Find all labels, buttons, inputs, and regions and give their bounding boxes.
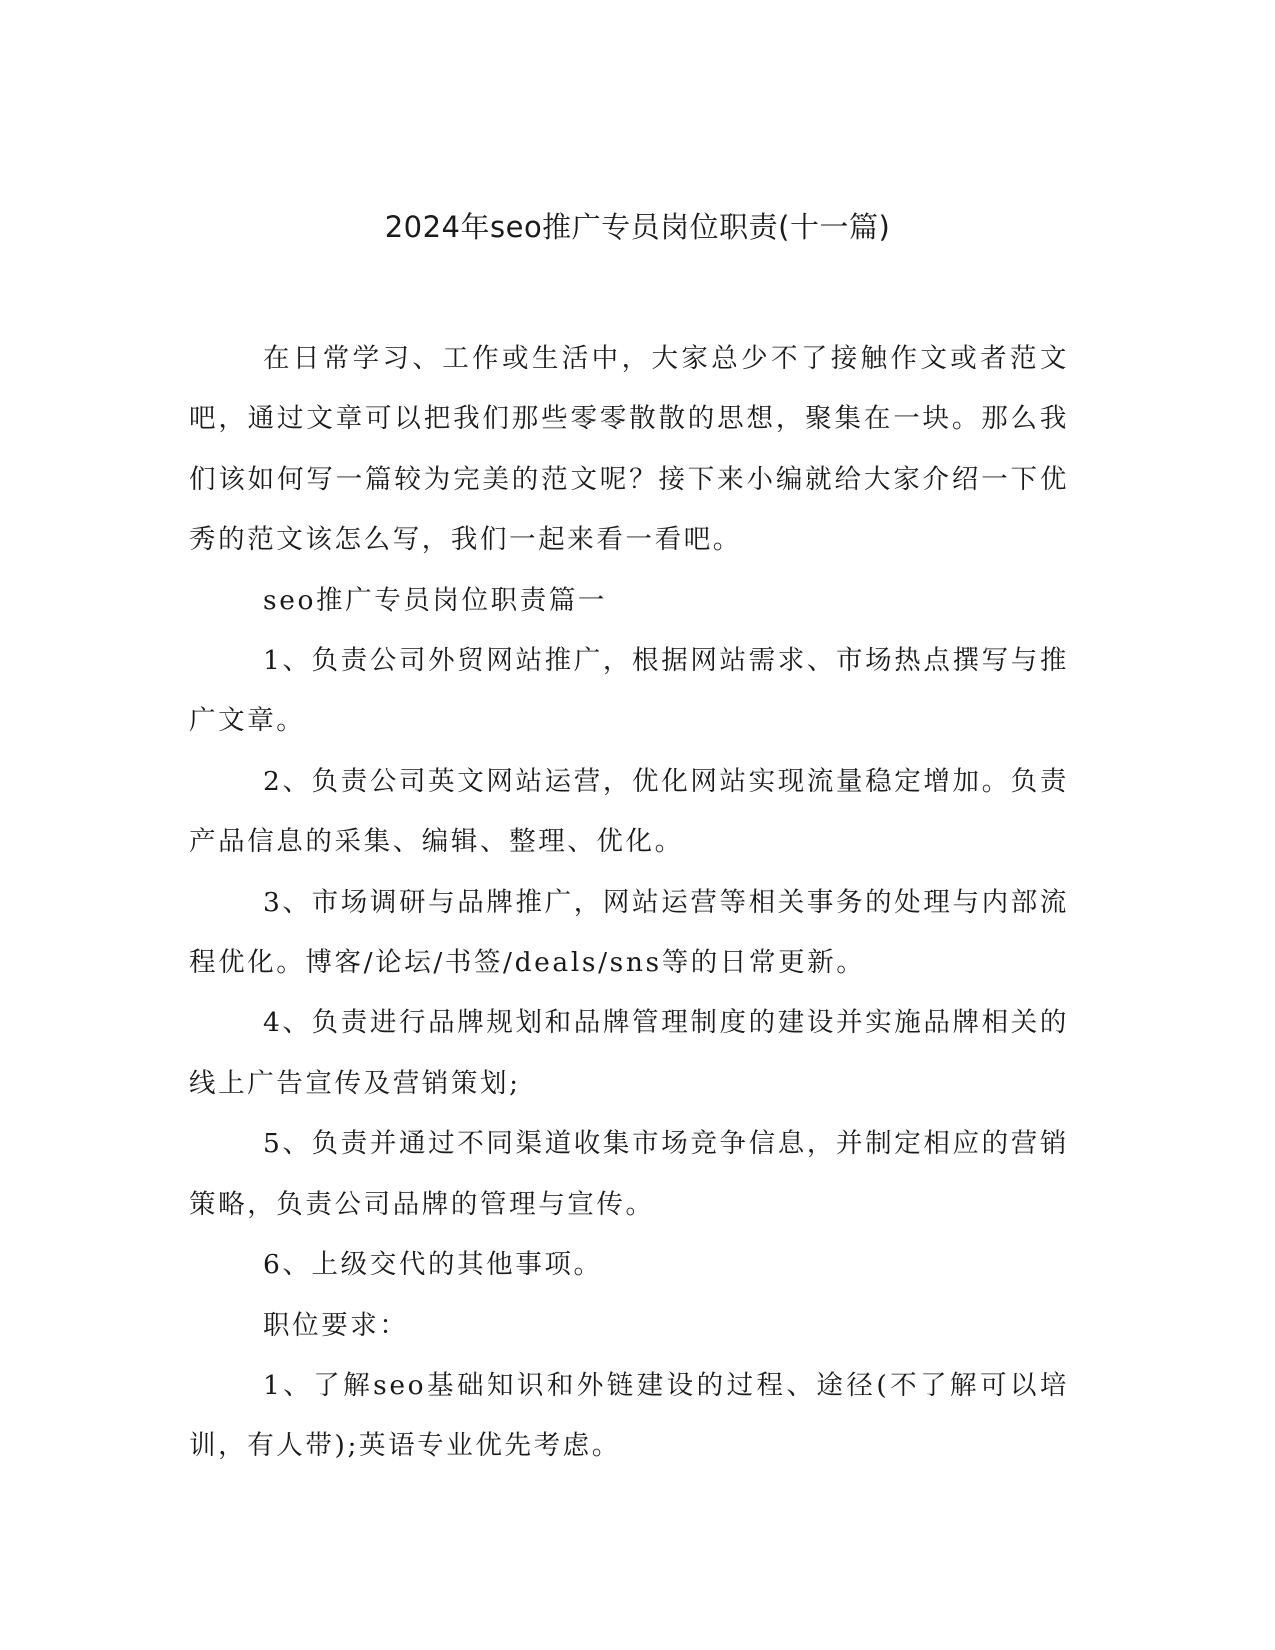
duty-item-1: 1、负责公司外贸网站推广，根据网站需求、市场热点撰写与推广文章。 xyxy=(189,645,1069,737)
duty-item-2: 2、负责公司英文网站运营，优化网站实现流量稳定增加。负责产品信息的采集、编辑、整理、优化。 xyxy=(189,765,1069,858)
duty-item-3: 3、市场调研与品牌推广，网站运营等相关事务的处理与内部流程优化。博客/论坛/书签/deals/sns等的日常更新。 xyxy=(189,886,1069,979)
duty-item-4: 4、负责进行品牌规划和品牌管理制度的建设并实施品牌相关的线上广告宣传及营销策划; xyxy=(189,1007,1069,1099)
requirement-item-1: 1、了解seo基础知识和外链建设的过程、途径(不了解可以培训，有人带);英语专业优先考虑。 xyxy=(189,1369,1069,1462)
intro-paragraph: 在日常学习、工作或生活中，大家总少不了接触作文或者范文吧，通过文章可以把我们那些零零散散的思想，聚集在一块。那么我们该如何写一篇较为完美的范文呢？接下来小编就给大家介绍一下优秀的范文该怎么写，我们一起来看一看吧。 xyxy=(189,343,1069,556)
duty-item-6: 6、上级交代的其他事项。 xyxy=(263,1249,603,1281)
document-title: 2024年seo推广专员岗位职责(十一篇) xyxy=(384,210,891,244)
requirements-heading: 职位要求： xyxy=(263,1309,409,1341)
document-body xyxy=(189,329,1069,1477)
duty-item-5: 5、负责并通过不同渠道收集市场竞争信息，并制定相应的营销策略，负责公司品牌的管理与宣传。 xyxy=(189,1128,1069,1220)
section-heading: seo推广专员岗位职责篇一 xyxy=(263,584,608,616)
